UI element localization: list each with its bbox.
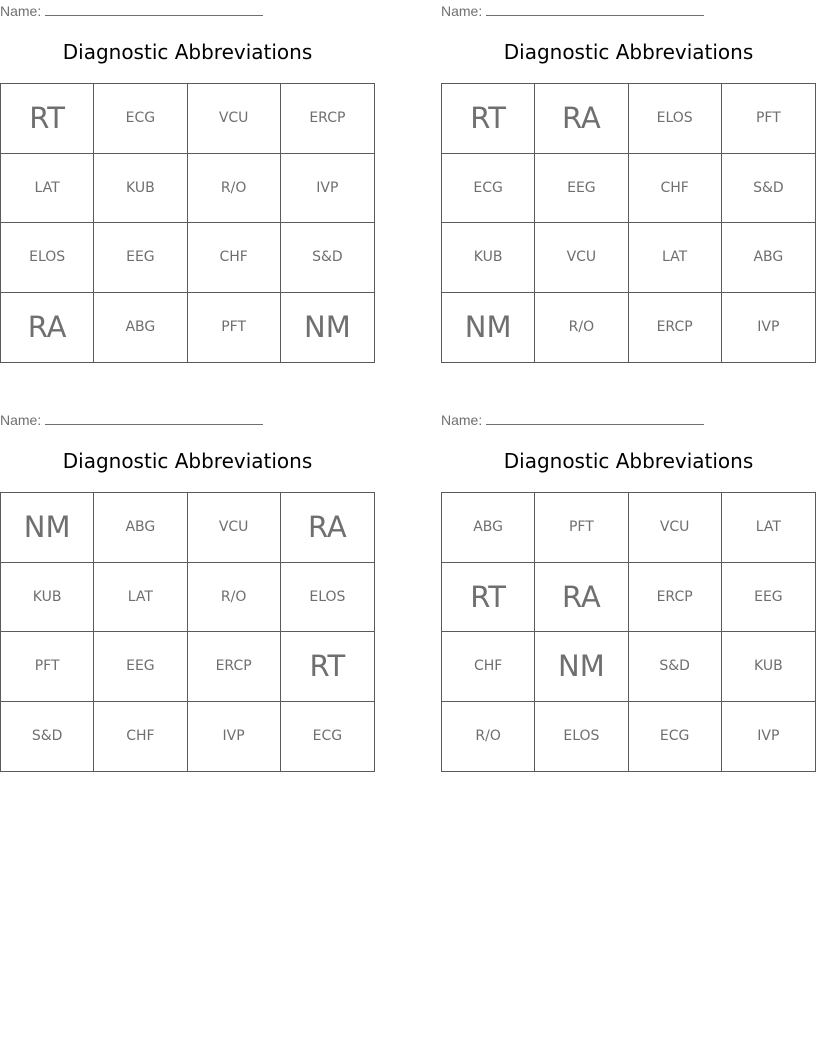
bingo-cell: VCU <box>535 223 628 293</box>
bingo-cell: ABG <box>94 493 187 563</box>
bingo-cell: ELOS <box>1 223 94 293</box>
bingo-cell: CHF <box>94 702 187 772</box>
bingo-cell: NM <box>1 493 94 563</box>
bingo-cell: ERCP <box>281 84 374 154</box>
bingo-cell: ERCP <box>629 563 722 633</box>
bingo-grid <box>441 83 816 363</box>
bingo-grid <box>441 492 816 772</box>
bingo-cell: RT <box>1 84 94 154</box>
bingo-cell: NM <box>535 632 628 702</box>
bingo-cell: EEG <box>94 223 187 293</box>
bingo-cell: ERCP <box>188 632 281 702</box>
bingo-cell: RT <box>442 84 535 154</box>
bingo-cell: RA <box>1 293 94 363</box>
name-label: Name: <box>0 3 42 19</box>
bingo-cell: ECG <box>312 728 343 745</box>
card-title: Diagnostic Abbreviations <box>62 40 313 64</box>
bingo-cell: ABG <box>94 293 187 363</box>
bingo-cell: ECG <box>442 154 535 224</box>
name-underline[interactable] <box>486 2 704 16</box>
bingo-cell: S&D <box>629 632 722 702</box>
bingo-cell: EEG <box>94 632 187 702</box>
name-field[interactable] <box>0 2 263 20</box>
bingo-cell: S&D <box>281 223 374 293</box>
bingo-cell: ERCP <box>629 293 722 363</box>
name-label: Name: <box>441 412 483 428</box>
bingo-cell: PFT <box>722 84 815 154</box>
name-underline[interactable] <box>45 411 263 425</box>
bingo-cell: RT <box>442 563 535 633</box>
bingo-cell: ELOS <box>281 563 374 633</box>
bingo-cell: S&D <box>1 702 94 772</box>
bingo-cell: RA <box>535 563 628 633</box>
bingo-cell: KUB <box>722 632 815 702</box>
bingo-cell: VCU <box>188 493 281 563</box>
bingo-cell: PFT <box>1 632 94 702</box>
bingo-cell: CHF <box>442 632 535 702</box>
bingo-cell: ABG <box>442 493 535 563</box>
bingo-cell: RA <box>281 493 374 563</box>
bingo-cell: VCU <box>188 84 281 154</box>
bingo-cell: ELOS <box>535 702 628 772</box>
bingo-cell: RT <box>281 632 374 702</box>
bingo-cell: IVP <box>757 319 780 336</box>
bingo-cell: KUB <box>1 563 94 633</box>
bingo-cell: IVP <box>188 702 281 772</box>
bingo-cell: LAT <box>1 154 94 224</box>
bingo-cell: CHF <box>629 154 722 224</box>
bingo-cell: R/O <box>442 702 535 772</box>
bingo-cell: PFT <box>535 493 628 563</box>
bingo-cell: ECG <box>629 702 722 772</box>
card-title: Diagnostic Abbreviations <box>62 449 313 473</box>
bingo-cell: IVP <box>281 154 374 224</box>
bingo-cell: R/O <box>535 293 628 363</box>
bingo-grid <box>0 83 375 363</box>
bingo-cell: KUB <box>442 223 535 293</box>
bingo-cell: ABG <box>722 223 815 293</box>
card-title: Diagnostic Abbreviations <box>503 449 754 473</box>
bingo-cell: NM <box>442 293 535 363</box>
bingo-cell: ECG <box>94 84 187 154</box>
bingo-cell: R/O <box>188 154 281 224</box>
card-title: Diagnostic Abbreviations <box>503 40 754 64</box>
bingo-cell: LAT <box>722 493 815 563</box>
bingo-cell: IVP <box>757 728 780 745</box>
bingo-cell: LAT <box>94 563 187 633</box>
name-underline[interactable] <box>45 2 263 16</box>
name-field[interactable] <box>441 2 704 20</box>
name-label: Name: <box>0 412 42 428</box>
bingo-cell: VCU <box>629 493 722 563</box>
name-label: Name: <box>441 3 483 19</box>
bingo-cell: KUB <box>94 154 187 224</box>
bingo-cell: EEG <box>535 154 628 224</box>
bingo-cell: ELOS <box>629 84 722 154</box>
bingo-cell: EEG <box>722 563 815 633</box>
name-field[interactable] <box>441 411 704 429</box>
bingo-cell: NM <box>304 310 351 345</box>
bingo-cell: PFT <box>188 293 281 363</box>
bingo-cell: S&D <box>722 154 815 224</box>
name-field[interactable] <box>0 411 263 429</box>
bingo-cell: RA <box>535 84 628 154</box>
bingo-cell: LAT <box>629 223 722 293</box>
bingo-grid <box>0 492 375 772</box>
name-underline[interactable] <box>486 411 704 425</box>
bingo-cell: CHF <box>188 223 281 293</box>
bingo-cell: R/O <box>188 563 281 633</box>
